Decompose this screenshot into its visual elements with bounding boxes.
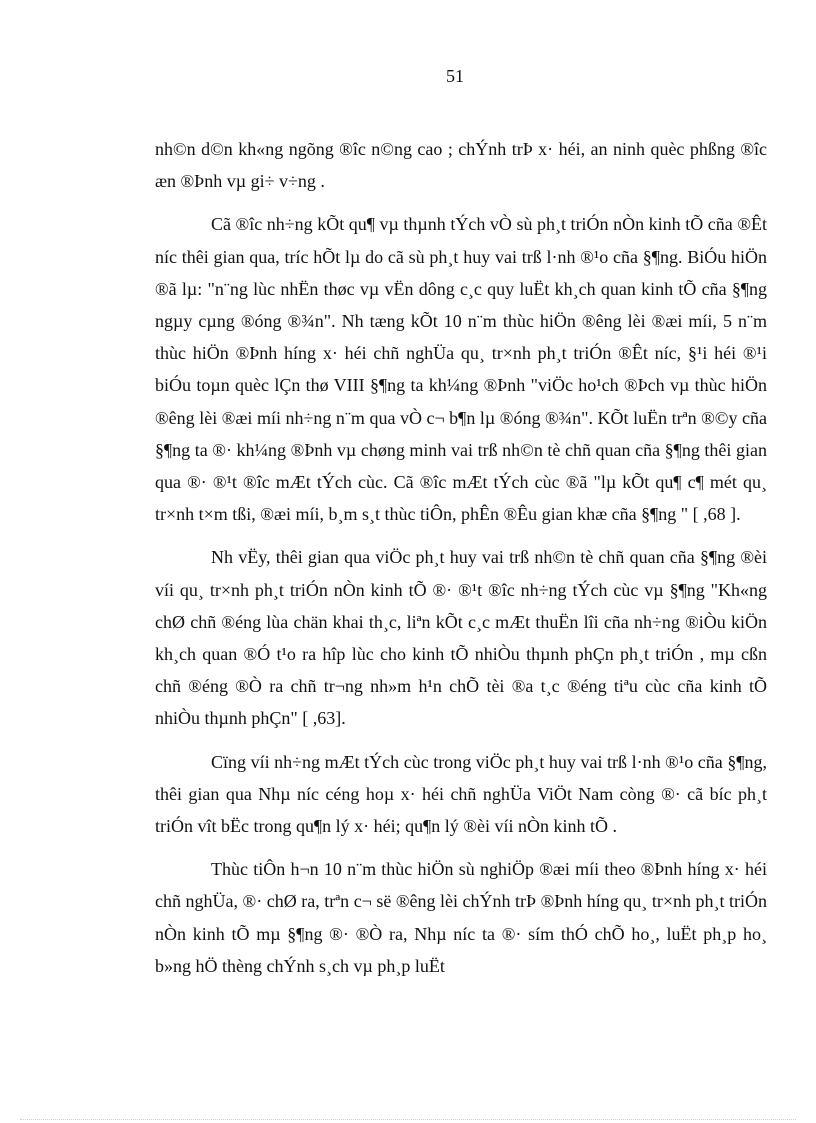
page-number: 51 — [446, 66, 464, 86]
body-text — [155, 133, 767, 993]
paragraph-3: Nh vËy, thêi gian qua viÖc ph¸t huy vai trß nh©n tè chñ quan cña §¶ng ®èi víi qu¸ tr×nh ph¸t triÓn nÒn kinh tÕ ®· ®¹t ®îc nh÷ng tÝch cùc vµ §¶ng "Kh«ng chØ chñ ®éng lùa chän khai th¸c, liªn kÕt c¸c mÆt thuËn lîi cña nh÷ng ®iÒu kiÖn kh¸ch quan ®Ó t¹o ra hîp lùc cho kinh tÕ nhiÒu thµnh phÇn ph¸t triÓn , mµ cßn chñ ®éng ®Ò ra chñ tr¬ng nh»m h¹n chÕ tèi ®a t¸c ®éng tiªu cùc cña kinh tÕ nhiÒu thµnh phÇn" [ ,63]. — [155, 547, 767, 729]
paragraph-1: nh©n d©n kh«ng ngõng ®îc n©ng cao ; chÝnh trÞ x· héi, an ninh quèc phßng ®îc æn ®Þnh vµ gi÷ v÷ng . — [155, 139, 767, 192]
page-bottom-divider — [20, 1119, 796, 1120]
paragraph-2: Cã ®îc nh÷ng kÕt qu¶ vµ thµnh tÝch vÒ sù ph¸t triÓn nÒn kinh tÕ cña ®Êt níc thêi gian qua, tríc hÕt lµ do cã sù ph¸t huy vai trß l·nh ®¹o cña §¶ng. BiÓu hiÖn ®ã lµ: "n¨ng lùc nhËn thøc vµ vËn dông c¸c quy luËt kh¸ch quan kinh tÕ cña §¶ng ngµy cµng ®óng ®¾n". Nh tæng kÕt 10 n¨m thùc hiÖn ®êng lèi ®æi míi, 5 n¨m thùc hiÖn ®Þnh híng x· héi chñ nghÜa qu¸ tr×nh ph¸t triÓn ®Êt níc, §¹i héi ®¹i biÓu toµn quèc lÇn thø VIII §¶ng ta kh¼ng ®Þnh "viÖc ho¹ch ®Þch vµ thùc hiÖn ®êng lèi ®æi míi nh÷ng n¨m qua vÒ c¬ b¶n lµ ®óng ®¾n". KÕt luËn trªn ®©y cña §¶ng ta ®· kh¼ng ®Þnh vµ chøng minh vai trß nh©n tè chñ quan cña §¶ng thêi gian qua ®· ®¹t ®îc mÆt tÝch cùc. Cã ®îc mÆt tÝch cùc ®ã "lµ kÕt qu¶ c¶ mét qu¸ tr×nh t×m tßi, ®æi míi, b¸m s¸t thùc tiÔn, phÊn ®Êu gian khæ cña §¶ng " [ ,68 ]. — [155, 214, 767, 525]
paragraph-5: Thùc tiÔn h¬n 10 n¨m thùc hiÖn sù nghiÖp ®æi míi theo ®Þnh híng x· héi chñ nghÜa, ®· chØ ra, trªn c¬ së ®êng lèi chÝnh trÞ ®Þnh híng qu¸ tr×nh ph¸t triÓn nÒn kinh tÕ mµ §¶ng ®· ®Ò ra, Nhµ níc ta ®· sím thÓ chÕ ho¸, luËt ph¸p ho¸ b»ng hÖ thèng chÝnh s¸ch vµ ph¸p luËt — [155, 859, 767, 976]
paragraph-4: Cïng víi nh÷ng mÆt tÝch cùc trong viÖc ph¸t huy vai trß l·nh ®¹o cña §¶ng, thêi gian qua Nhµ níc céng hoµ x· héi chñ nghÜa ViÖt Nam còng ®· cã bíc ph¸t triÓn vît bËc trong qu¶n lý x· héi; qu¶n lý ®èi víi nÒn kinh tÕ . — [155, 751, 767, 837]
